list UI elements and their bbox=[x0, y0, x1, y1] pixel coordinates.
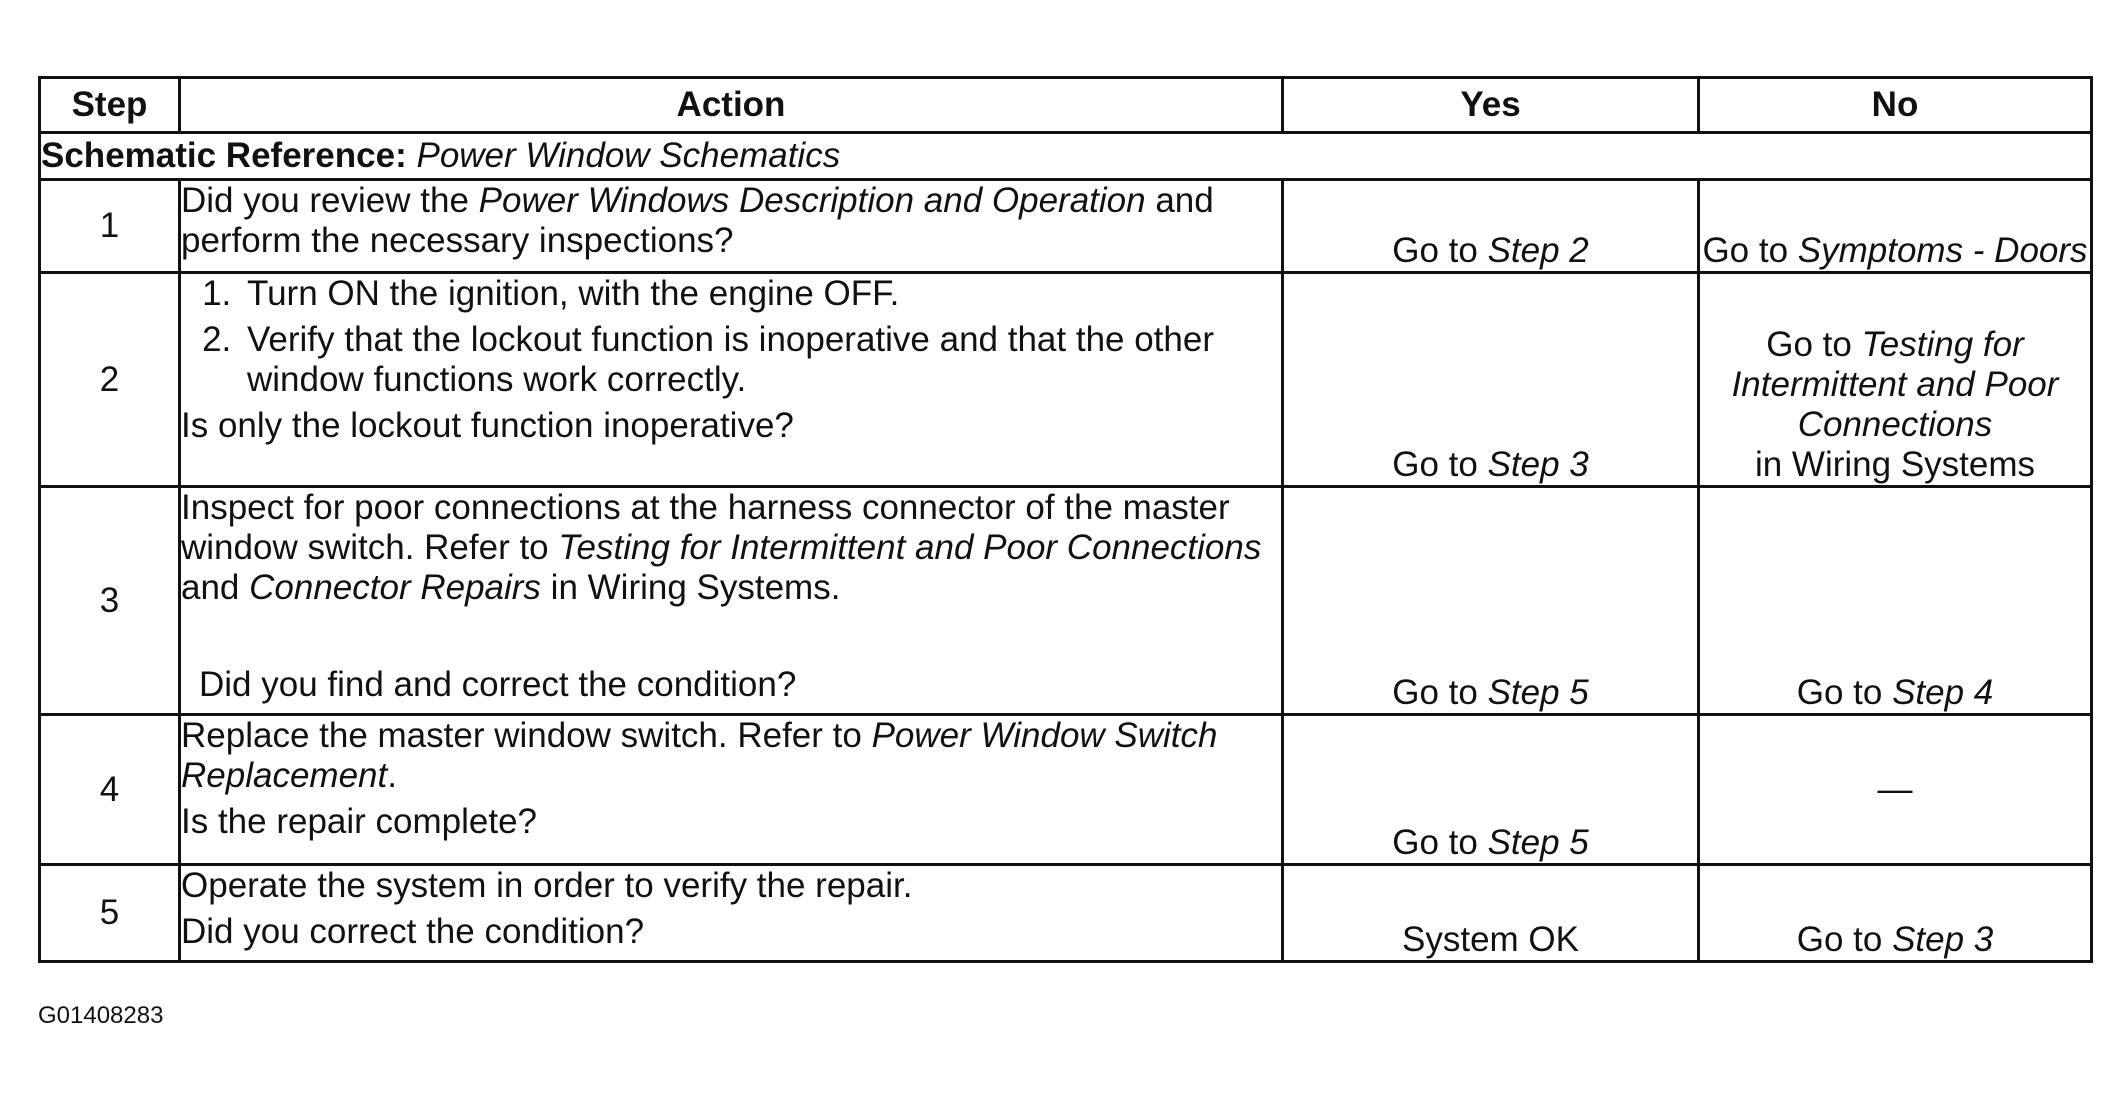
instruction-item: 2. Verify that the lockout function is inoperative and that the other window functions work correctly. bbox=[241, 320, 1281, 400]
yes-cell bbox=[1283, 180, 1699, 273]
no-step-link[interactable]: Step 3 bbox=[1892, 920, 1994, 959]
table-row bbox=[40, 487, 2092, 715]
no-suffix: in Wiring Systems bbox=[1754, 445, 2036, 484]
action-cell bbox=[180, 487, 1283, 715]
step-number: 5 bbox=[40, 865, 180, 962]
yes-step-link[interactable]: Step 5 bbox=[1487, 823, 1589, 862]
action-cell bbox=[180, 180, 1283, 273]
reference-link[interactable]: Testing for Intermittent and Poor Connections bbox=[558, 528, 1262, 567]
yes-cell bbox=[1283, 715, 1699, 865]
action-text: and bbox=[181, 568, 250, 607]
step-number: 1 bbox=[40, 180, 180, 273]
action-text: Replace the master window switch. Refer to bbox=[181, 716, 872, 755]
reference-link[interactable]: Power Windows Description and Operation bbox=[478, 181, 1146, 220]
action-text: and perform the necessary inspections? bbox=[181, 181, 1214, 260]
action-cell bbox=[180, 865, 1283, 962]
yes-prefix: Go to bbox=[1392, 673, 1488, 712]
yes-prefix: Go to bbox=[1392, 823, 1488, 862]
yes-prefix: Go to bbox=[1392, 445, 1488, 484]
action-cell bbox=[180, 273, 1283, 487]
yes-cell bbox=[1283, 487, 1699, 715]
no-prefix: Go to bbox=[1766, 325, 1862, 364]
schematic-reference bbox=[40, 133, 2092, 180]
step-number: 4 bbox=[40, 715, 180, 865]
yes-step-link[interactable]: Step 5 bbox=[1487, 673, 1589, 712]
instruction-list bbox=[181, 274, 1281, 400]
yes-prefix: Go to bbox=[1392, 231, 1488, 270]
yes-step-link[interactable]: Step 2 bbox=[1487, 231, 1589, 270]
schematic-link[interactable]: Power Window Schematics bbox=[416, 136, 841, 175]
yes-cell bbox=[1283, 865, 1699, 962]
schematic-label: Schematic Reference: bbox=[41, 136, 407, 175]
action-cell bbox=[180, 715, 1283, 865]
step-number: 2 bbox=[40, 273, 180, 487]
action-text: Operate the system in order to verify the repair. bbox=[181, 866, 913, 905]
action-question: Did you correct the condition? bbox=[181, 912, 645, 951]
no-prefix: Go to bbox=[1702, 231, 1798, 270]
header-row bbox=[40, 78, 2092, 133]
action-question: Is the repair complete? bbox=[181, 802, 538, 841]
table-row bbox=[40, 180, 2092, 273]
no-step-link[interactable]: Symptoms - Doors bbox=[1797, 231, 2088, 270]
schematic-row bbox=[40, 133, 2092, 180]
yes-step-link[interactable]: Step 3 bbox=[1487, 445, 1589, 484]
action-text: in Wiring Systems. bbox=[540, 568, 841, 607]
no-reference-link[interactable]: Testing for Intermittent and Poor Connections bbox=[1731, 325, 2059, 444]
header-no: No bbox=[1699, 78, 2092, 133]
table-row bbox=[40, 715, 2092, 865]
yes-result: System OK bbox=[1402, 920, 1579, 959]
no-cell bbox=[1699, 180, 2092, 273]
action-text: . bbox=[387, 756, 397, 795]
header-yes: Yes bbox=[1283, 78, 1699, 133]
diagnostic-table bbox=[38, 76, 2093, 963]
no-cell bbox=[1699, 273, 2092, 487]
instruction-item: 1. Turn ON the ignition, with the engine OFF. bbox=[241, 274, 1281, 314]
action-question: Is only the lockout function inoperative? bbox=[181, 406, 794, 445]
no-cell bbox=[1699, 865, 2092, 962]
no-cell bbox=[1699, 487, 2092, 715]
action-text: Inspect for poor connections at the harness connector of the master window switch. Refer to bbox=[181, 488, 1230, 567]
yes-cell bbox=[1283, 273, 1699, 487]
action-question: Did you find and correct the condition? bbox=[199, 665, 797, 704]
action-text: Did you review the bbox=[181, 181, 479, 220]
figure-id: G01408283 bbox=[38, 1002, 164, 1029]
table-row bbox=[40, 273, 2092, 487]
no-prefix: Go to bbox=[1796, 920, 1893, 959]
header-step: Step bbox=[40, 78, 180, 133]
no-prefix: Go to bbox=[1796, 673, 1893, 712]
no-cell bbox=[1699, 715, 2092, 865]
table-row bbox=[40, 865, 2092, 962]
reference-link[interactable]: Connector Repairs bbox=[249, 568, 541, 607]
reference-link[interactable]: Power Window Switch Replacement bbox=[181, 716, 1218, 795]
step-number: 3 bbox=[40, 487, 180, 715]
header-action: Action bbox=[180, 78, 1283, 133]
no-dash: — bbox=[1877, 769, 1913, 809]
no-step-link[interactable]: Step 4 bbox=[1892, 673, 1994, 712]
